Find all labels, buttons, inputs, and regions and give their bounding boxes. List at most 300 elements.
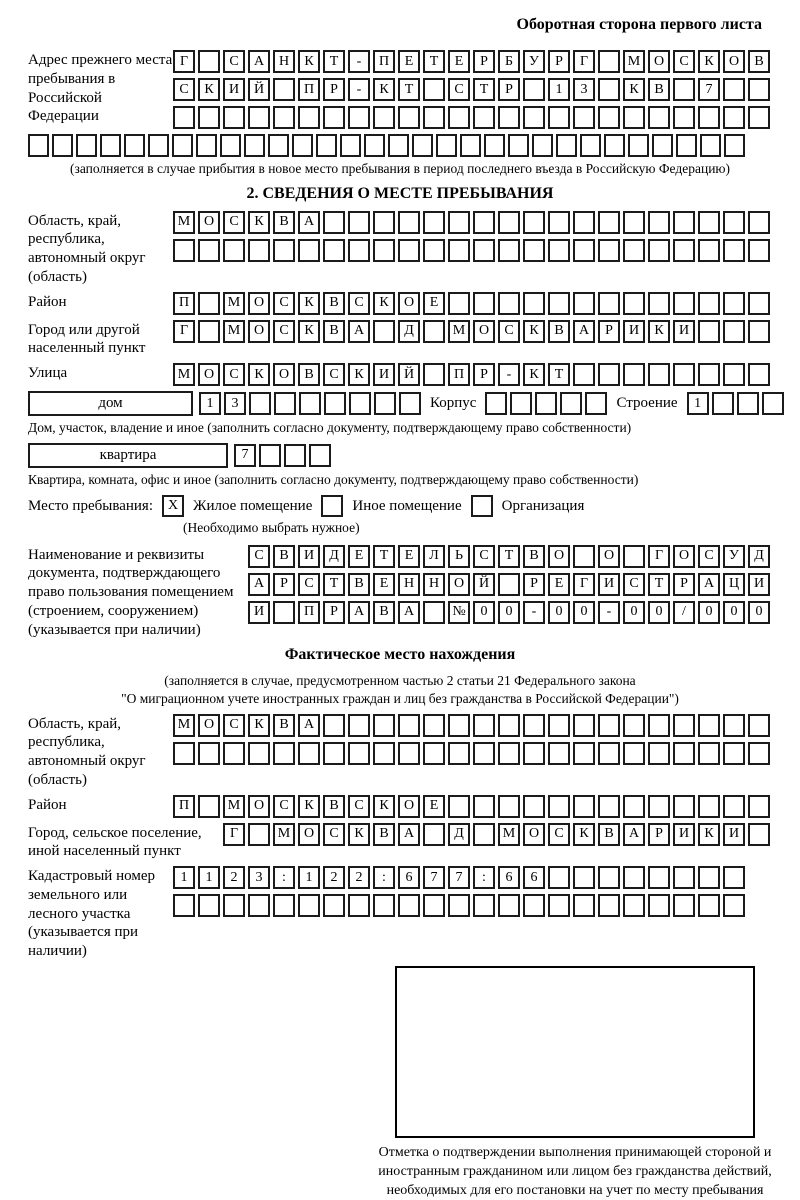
char-cell[interactable]: П <box>173 795 195 818</box>
char-cell[interactable]: 7 <box>234 444 256 467</box>
char-cell[interactable] <box>388 134 409 157</box>
char-cell[interactable] <box>548 742 570 765</box>
char-cell[interactable]: М <box>173 211 195 234</box>
char-cell[interactable]: С <box>248 545 270 568</box>
char-cell[interactable]: В <box>273 714 295 737</box>
char-cell[interactable] <box>340 134 361 157</box>
char-cell[interactable]: 7 <box>448 866 470 889</box>
char-cell[interactable]: М <box>498 823 520 846</box>
char-cell[interactable]: К <box>198 78 220 101</box>
char-cell[interactable]: К <box>348 823 370 846</box>
char-cell[interactable] <box>298 239 320 262</box>
char-cell[interactable] <box>268 134 289 157</box>
char-cell[interactable] <box>573 714 595 737</box>
char-cell[interactable]: 0 <box>548 601 570 624</box>
char-cell[interactable] <box>448 292 470 315</box>
char-cell[interactable] <box>498 714 520 737</box>
char-cell[interactable] <box>748 320 770 343</box>
char-cell[interactable]: К <box>698 50 720 73</box>
char-cell[interactable]: О <box>448 573 470 596</box>
char-cell[interactable]: Д <box>448 823 470 846</box>
char-cell[interactable]: В <box>373 823 395 846</box>
char-cell[interactable]: Й <box>248 78 270 101</box>
char-cell[interactable] <box>698 239 720 262</box>
char-cell[interactable] <box>623 866 645 889</box>
char-cell[interactable] <box>723 363 745 386</box>
char-cell[interactable]: С <box>473 545 495 568</box>
char-cell[interactable] <box>573 866 595 889</box>
char-cell[interactable] <box>598 894 620 917</box>
char-cell[interactable] <box>248 823 270 846</box>
char-cell[interactable] <box>473 894 495 917</box>
char-cell[interactable]: С <box>673 50 695 73</box>
char-cell[interactable]: В <box>648 78 670 101</box>
char-cell[interactable]: А <box>398 601 420 624</box>
char-cell[interactable] <box>748 239 770 262</box>
char-cell[interactable]: С <box>173 78 195 101</box>
char-cell[interactable] <box>652 134 673 157</box>
char-cell[interactable] <box>173 742 195 765</box>
char-cell[interactable]: О <box>723 50 745 73</box>
char-cell[interactable]: - <box>523 601 545 624</box>
char-cell[interactable]: 0 <box>698 601 720 624</box>
char-cell[interactable] <box>448 742 470 765</box>
char-cell[interactable] <box>523 795 545 818</box>
char-cell[interactable] <box>448 714 470 737</box>
char-cell[interactable] <box>573 795 595 818</box>
char-cell[interactable] <box>348 742 370 765</box>
char-cell[interactable] <box>598 106 620 129</box>
char-cell[interactable] <box>598 78 620 101</box>
char-cell[interactable]: Р <box>323 601 345 624</box>
char-cell[interactable]: К <box>298 795 320 818</box>
char-cell[interactable] <box>198 894 220 917</box>
char-cell[interactable]: Р <box>473 363 495 386</box>
char-cell[interactable] <box>604 134 625 157</box>
char-cell[interactable]: 0 <box>748 601 770 624</box>
char-cell[interactable] <box>623 292 645 315</box>
char-cell[interactable]: К <box>573 823 595 846</box>
char-cell[interactable] <box>548 714 570 737</box>
char-cell[interactable]: М <box>173 714 195 737</box>
char-cell[interactable] <box>698 714 720 737</box>
char-cell[interactable] <box>423 601 445 624</box>
char-cell[interactable]: В <box>373 601 395 624</box>
char-cell[interactable] <box>723 320 745 343</box>
char-cell[interactable] <box>348 211 370 234</box>
char-cell[interactable]: Е <box>398 545 420 568</box>
char-cell[interactable] <box>598 363 620 386</box>
char-cell[interactable]: Р <box>548 50 570 73</box>
char-cell[interactable]: К <box>248 363 270 386</box>
char-cell[interactable]: С <box>348 292 370 315</box>
char-cell[interactable]: К <box>373 292 395 315</box>
char-cell[interactable] <box>423 211 445 234</box>
char-cell[interactable]: М <box>223 292 245 315</box>
char-cell[interactable] <box>723 714 745 737</box>
char-cell[interactable] <box>723 239 745 262</box>
char-cell[interactable]: О <box>248 795 270 818</box>
char-cell[interactable]: 6 <box>398 866 420 889</box>
char-cell[interactable]: О <box>473 320 495 343</box>
char-cell[interactable]: П <box>448 363 470 386</box>
char-cell[interactable] <box>598 866 620 889</box>
char-cell[interactable]: / <box>673 601 695 624</box>
char-cell[interactable]: Г <box>648 545 670 568</box>
char-cell[interactable]: И <box>223 78 245 101</box>
char-cell[interactable] <box>698 742 720 765</box>
char-cell[interactable]: В <box>598 823 620 846</box>
char-cell[interactable]: Л <box>423 545 445 568</box>
char-cell[interactable]: К <box>623 78 645 101</box>
char-cell[interactable]: Т <box>423 50 445 73</box>
char-cell[interactable]: К <box>373 795 395 818</box>
char-cell[interactable] <box>349 392 371 415</box>
char-cell[interactable]: К <box>523 320 545 343</box>
char-cell[interactable] <box>248 239 270 262</box>
char-cell[interactable] <box>448 239 470 262</box>
char-cell[interactable]: В <box>323 292 345 315</box>
char-cell[interactable] <box>423 714 445 737</box>
char-cell[interactable] <box>373 894 395 917</box>
char-cell[interactable] <box>460 134 481 157</box>
char-cell[interactable] <box>173 106 195 129</box>
char-cell[interactable] <box>273 239 295 262</box>
char-cell[interactable] <box>173 894 195 917</box>
char-cell[interactable] <box>723 894 745 917</box>
char-cell[interactable] <box>723 866 745 889</box>
char-cell[interactable] <box>573 894 595 917</box>
char-cell[interactable]: 1 <box>198 866 220 889</box>
char-cell[interactable] <box>28 134 49 157</box>
char-cell[interactable] <box>398 239 420 262</box>
char-cell[interactable]: Д <box>398 320 420 343</box>
char-cell[interactable] <box>748 714 770 737</box>
char-cell[interactable] <box>628 134 649 157</box>
char-cell[interactable]: М <box>223 795 245 818</box>
char-cell[interactable] <box>673 866 695 889</box>
char-cell[interactable]: К <box>298 50 320 73</box>
char-cell[interactable] <box>573 292 595 315</box>
char-cell[interactable] <box>700 134 721 157</box>
char-cell[interactable]: А <box>698 573 720 596</box>
char-cell[interactable]: У <box>723 545 745 568</box>
char-cell[interactable] <box>298 894 320 917</box>
char-cell[interactable]: В <box>298 363 320 386</box>
char-cell[interactable]: О <box>523 823 545 846</box>
char-cell[interactable] <box>373 742 395 765</box>
char-cell[interactable] <box>698 894 720 917</box>
char-cell[interactable] <box>473 714 495 737</box>
char-cell[interactable]: 1 <box>173 866 195 889</box>
char-cell[interactable]: О <box>248 320 270 343</box>
char-cell[interactable]: Н <box>273 50 295 73</box>
char-cell[interactable] <box>323 742 345 765</box>
char-cell[interactable] <box>398 211 420 234</box>
char-cell[interactable]: Т <box>473 78 495 101</box>
char-cell[interactable]: С <box>273 320 295 343</box>
char-cell[interactable] <box>673 211 695 234</box>
char-cell[interactable]: Б <box>498 50 520 73</box>
char-cell[interactable]: А <box>248 573 270 596</box>
char-cell[interactable] <box>548 106 570 129</box>
char-cell[interactable] <box>673 894 695 917</box>
char-cell[interactable]: 0 <box>648 601 670 624</box>
char-cell[interactable]: Т <box>648 573 670 596</box>
char-cell[interactable]: 0 <box>498 601 520 624</box>
char-cell[interactable] <box>573 106 595 129</box>
char-cell[interactable]: Н <box>423 573 445 596</box>
char-cell[interactable] <box>498 211 520 234</box>
char-cell[interactable] <box>448 211 470 234</box>
char-cell[interactable] <box>580 134 601 157</box>
char-cell[interactable]: В <box>273 545 295 568</box>
char-cell[interactable]: М <box>173 363 195 386</box>
char-cell[interactable] <box>523 239 545 262</box>
char-cell[interactable] <box>748 742 770 765</box>
char-cell[interactable] <box>762 392 784 415</box>
char-cell[interactable]: М <box>273 823 295 846</box>
char-cell[interactable]: К <box>523 363 545 386</box>
char-cell[interactable] <box>273 894 295 917</box>
char-cell[interactable] <box>623 239 645 262</box>
char-cell[interactable] <box>323 106 345 129</box>
char-cell[interactable] <box>299 392 321 415</box>
char-cell[interactable] <box>398 714 420 737</box>
char-cell[interactable] <box>436 134 457 157</box>
char-cell[interactable]: С <box>623 573 645 596</box>
char-cell[interactable] <box>223 894 245 917</box>
char-cell[interactable] <box>748 106 770 129</box>
char-cell[interactable] <box>598 714 620 737</box>
char-cell[interactable] <box>748 78 770 101</box>
char-cell[interactable] <box>623 106 645 129</box>
char-cell[interactable]: Д <box>323 545 345 568</box>
char-cell[interactable]: О <box>548 545 570 568</box>
char-cell[interactable] <box>573 239 595 262</box>
char-cell[interactable]: С <box>348 795 370 818</box>
char-cell[interactable]: Г <box>173 320 195 343</box>
char-cell[interactable]: С <box>223 363 245 386</box>
char-cell[interactable]: Р <box>473 50 495 73</box>
char-cell[interactable] <box>373 714 395 737</box>
char-cell[interactable] <box>648 363 670 386</box>
char-cell[interactable]: 0 <box>723 601 745 624</box>
char-cell[interactable]: 0 <box>573 601 595 624</box>
char-cell[interactable] <box>323 894 345 917</box>
char-cell[interactable] <box>648 866 670 889</box>
char-cell[interactable]: 0 <box>473 601 495 624</box>
char-cell[interactable]: А <box>248 50 270 73</box>
char-cell[interactable] <box>373 106 395 129</box>
char-cell[interactable]: И <box>748 573 770 596</box>
char-cell[interactable] <box>473 742 495 765</box>
char-cell[interactable]: К <box>298 292 320 315</box>
char-cell[interactable]: У <box>523 50 545 73</box>
char-cell[interactable] <box>473 795 495 818</box>
char-cell[interactable] <box>364 134 385 157</box>
char-cell[interactable]: 1 <box>687 392 709 415</box>
char-cell[interactable] <box>373 239 395 262</box>
char-cell[interactable]: О <box>198 363 220 386</box>
char-cell[interactable]: О <box>198 211 220 234</box>
char-cell[interactable]: Е <box>398 50 420 73</box>
char-cell[interactable]: М <box>223 320 245 343</box>
char-cell[interactable] <box>748 795 770 818</box>
char-cell[interactable] <box>623 211 645 234</box>
char-cell[interactable]: И <box>673 320 695 343</box>
char-cell[interactable] <box>508 134 529 157</box>
char-cell[interactable] <box>698 795 720 818</box>
char-cell[interactable]: О <box>273 363 295 386</box>
char-cell[interactable] <box>623 363 645 386</box>
char-cell[interactable] <box>673 106 695 129</box>
char-cell[interactable] <box>623 742 645 765</box>
char-cell[interactable] <box>374 392 396 415</box>
char-cell[interactable] <box>498 742 520 765</box>
char-cell[interactable] <box>398 106 420 129</box>
char-cell[interactable] <box>249 392 271 415</box>
char-cell[interactable]: 6 <box>523 866 545 889</box>
char-cell[interactable] <box>723 106 745 129</box>
char-cell[interactable]: Й <box>473 573 495 596</box>
char-cell[interactable] <box>309 444 331 467</box>
char-cell[interactable] <box>198 106 220 129</box>
char-cell[interactable]: В <box>523 545 545 568</box>
char-cell[interactable] <box>448 894 470 917</box>
char-cell[interactable] <box>284 444 306 467</box>
char-cell[interactable] <box>373 320 395 343</box>
char-cell[interactable]: О <box>298 823 320 846</box>
char-cell[interactable]: С <box>273 795 295 818</box>
char-cell[interactable] <box>673 363 695 386</box>
char-cell[interactable] <box>723 742 745 765</box>
char-cell[interactable]: 2 <box>223 866 245 889</box>
char-cell[interactable]: С <box>698 545 720 568</box>
char-cell[interactable] <box>273 742 295 765</box>
char-cell[interactable]: В <box>323 320 345 343</box>
char-cell[interactable]: М <box>623 50 645 73</box>
char-cell[interactable] <box>648 106 670 129</box>
char-cell[interactable]: И <box>673 823 695 846</box>
char-cell[interactable] <box>198 742 220 765</box>
char-cell[interactable] <box>323 714 345 737</box>
char-cell[interactable] <box>423 742 445 765</box>
char-cell[interactable] <box>273 106 295 129</box>
char-cell[interactable]: - <box>598 601 620 624</box>
char-cell[interactable] <box>673 742 695 765</box>
char-cell[interactable]: В <box>348 573 370 596</box>
char-cell[interactable]: О <box>398 292 420 315</box>
char-cell[interactable]: Е <box>548 573 570 596</box>
char-cell[interactable] <box>248 742 270 765</box>
char-cell[interactable] <box>573 363 595 386</box>
char-cell[interactable] <box>398 894 420 917</box>
char-cell[interactable]: С <box>223 714 245 737</box>
char-cell[interactable] <box>223 239 245 262</box>
char-cell[interactable] <box>623 545 645 568</box>
char-cell[interactable] <box>673 714 695 737</box>
char-cell[interactable] <box>623 714 645 737</box>
char-cell[interactable]: М <box>448 320 470 343</box>
char-cell[interactable] <box>532 134 553 157</box>
char-cell[interactable]: Е <box>348 545 370 568</box>
char-cell[interactable] <box>723 211 745 234</box>
char-cell[interactable] <box>198 292 220 315</box>
char-cell[interactable] <box>399 392 421 415</box>
char-cell[interactable] <box>523 714 545 737</box>
char-cell[interactable] <box>523 894 545 917</box>
char-cell[interactable] <box>560 392 582 415</box>
char-cell[interactable] <box>292 134 313 157</box>
char-cell[interactable]: Р <box>598 320 620 343</box>
char-cell[interactable] <box>698 106 720 129</box>
char-cell[interactable] <box>373 211 395 234</box>
char-cell[interactable]: И <box>723 823 745 846</box>
char-cell[interactable]: К <box>248 211 270 234</box>
char-cell[interactable]: Н <box>398 573 420 596</box>
char-cell[interactable] <box>172 134 193 157</box>
char-cell[interactable]: А <box>298 714 320 737</box>
char-cell[interactable]: И <box>598 573 620 596</box>
char-cell[interactable]: С <box>323 823 345 846</box>
char-cell[interactable]: Р <box>498 78 520 101</box>
char-cell[interactable] <box>556 134 577 157</box>
char-cell[interactable]: 1 <box>199 392 221 415</box>
char-cell[interactable] <box>598 211 620 234</box>
char-cell[interactable] <box>220 134 241 157</box>
char-cell[interactable]: Т <box>323 573 345 596</box>
char-cell[interactable] <box>748 363 770 386</box>
char-cell[interactable]: : <box>273 866 295 889</box>
char-cell[interactable]: Р <box>648 823 670 846</box>
char-cell[interactable] <box>198 239 220 262</box>
char-cell[interactable]: В <box>273 211 295 234</box>
char-cell[interactable]: П <box>373 50 395 73</box>
char-cell[interactable] <box>100 134 121 157</box>
char-cell[interactable] <box>748 292 770 315</box>
char-cell[interactable] <box>52 134 73 157</box>
char-cell[interactable]: С <box>273 292 295 315</box>
char-cell[interactable]: А <box>348 601 370 624</box>
char-cell[interactable]: № <box>448 601 470 624</box>
char-cell[interactable] <box>573 545 595 568</box>
char-cell[interactable] <box>548 866 570 889</box>
char-cell[interactable] <box>523 106 545 129</box>
char-cell[interactable]: 3 <box>224 392 246 415</box>
char-cell[interactable] <box>423 363 445 386</box>
char-cell[interactable] <box>673 795 695 818</box>
char-cell[interactable] <box>498 573 520 596</box>
char-cell[interactable] <box>698 320 720 343</box>
char-cell[interactable]: О <box>398 795 420 818</box>
char-cell[interactable]: С <box>323 363 345 386</box>
char-cell[interactable] <box>448 106 470 129</box>
char-cell[interactable]: Ь <box>448 545 470 568</box>
char-cell[interactable] <box>448 795 470 818</box>
char-cell[interactable]: 7 <box>423 866 445 889</box>
char-cell[interactable] <box>523 78 545 101</box>
char-cell[interactable] <box>648 239 670 262</box>
char-cell[interactable] <box>648 742 670 765</box>
char-cell[interactable] <box>676 134 697 157</box>
char-cell[interactable]: Т <box>373 545 395 568</box>
char-cell[interactable] <box>712 392 734 415</box>
char-cell[interactable]: 3 <box>573 78 595 101</box>
char-cell[interactable]: П <box>298 601 320 624</box>
char-cell[interactable]: К <box>373 78 395 101</box>
char-cell[interactable]: П <box>173 292 195 315</box>
